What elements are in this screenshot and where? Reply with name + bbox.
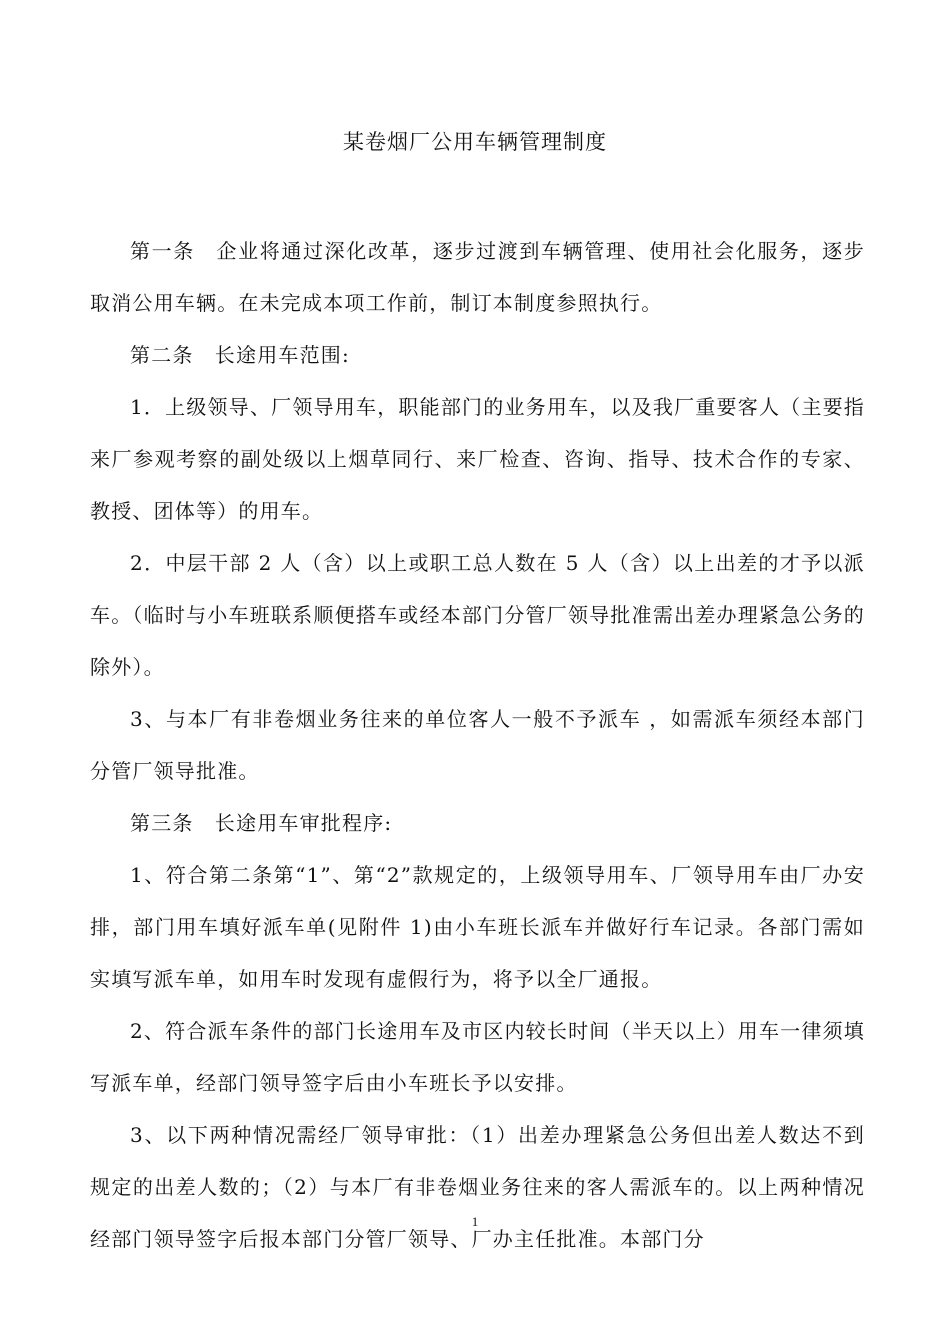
paragraph-article-2-item-1: 1．上级领导、厂领导用车，职能部门的业务用车，以及我厂重要客人（主要指来厂参观考察的副处级以上烟草同行、来厂检查、咨询、指导、技术合作的专家、教授、团体等）的用车。 [90,395,865,523]
paragraph-article-2-item-2: 2．中层干部 2 人（含）以上或职工总人数在 5 人（含）以上出差的才予以派车。（临时与小车班联系顺便搭车或经本部门分管厂领导批准需出差办理紧急公务的除外）。 [90,551,865,679]
paragraph-article-1: 第一条 企业将通过深化改革，逐步过渡到车辆管理、使用社会化服务，逐步取消公用车辆。在未完成本项工作前，制订本制度参照执行。 [90,239,865,315]
paragraph-article-3-item-2: 2、符合派车条件的部门长途用车及市区内较长时间（半天以上）用车一律须填写派车单，经部门领导签字后由小车班长予以安排。 [90,1019,865,1095]
paragraph-article-3-heading: 第三条 长途用车审批程序: [130,811,393,835]
document-body [90,225,865,1265]
paragraph-article-3-item-1: 1、符合第二条第“1”、第“2”款规定的，上级领导用车、厂领导用车由厂办安排，部门用车填好派车单(见附件 1)由小车班长派车并做好行车记录。各部门需如实填写派车单，如用车时发现有虚假行为，将予以全厂通报。 [90,863,865,991]
paragraph-article-3-item-3: 3、以下两种情况需经厂领导审批：（1）出差办理紧急公务但出差人数达不到规定的出差人数的；（2）与本厂有非卷烟业务往来的客人需派车的。以上两种情况经部门领导签字后报本部门分管厂领导、厂办主任批准。本部门分 [90,1123,865,1251]
paragraph-article-2-item-3: 3、与本厂有非卷烟业务往来的单位客人一般不予派车 ，如需派车须经本部门分管厂领导批准。 [90,707,865,783]
document-title: 某卷烟厂公用车辆管理制度 [343,130,607,154]
page-number: 1 [471,1214,479,1229]
paragraph-article-2-heading: 第二条 长途用车范围: [130,343,350,367]
